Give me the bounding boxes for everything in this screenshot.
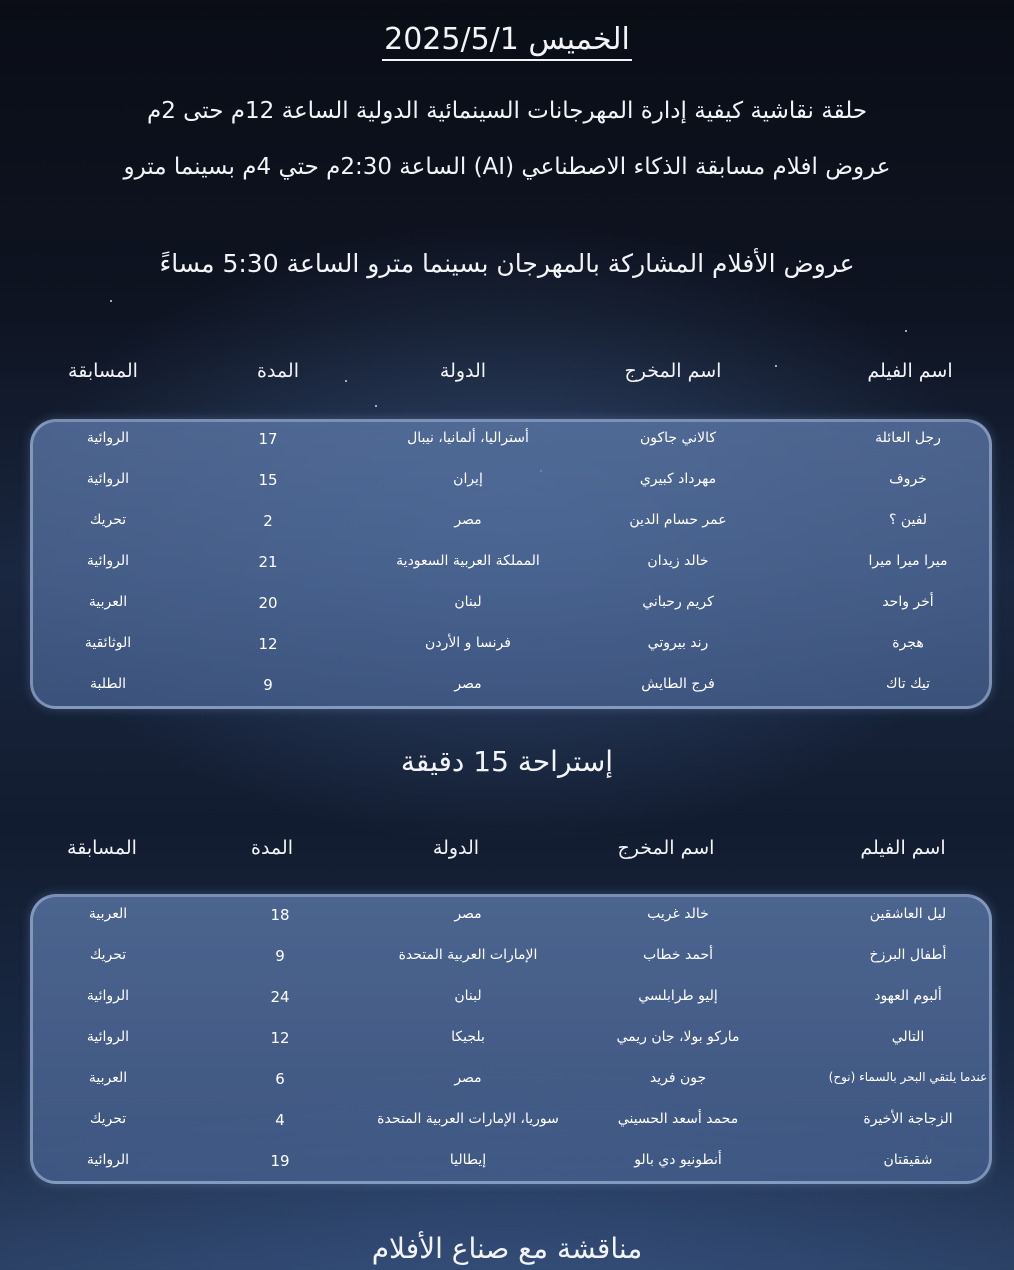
column-header-competition: المسابقة <box>68 360 138 382</box>
discussion-session-line: حلقة نقاشية كيفية إدارة المهرجانات السينمائية الدولية الساعة 12م حتى 2م <box>146 98 868 124</box>
film-competition: تحريك <box>89 512 127 528</box>
table-row <box>33 1152 989 1192</box>
column-header-director: اسم المخرج <box>624 360 722 382</box>
film-director: محمد أسعد الحسيني <box>617 1111 739 1127</box>
film-title: ميرا ميرا ميرا <box>868 553 948 569</box>
film-title: شقيقتان <box>883 1152 933 1168</box>
table-row <box>33 1029 989 1069</box>
film-duration: 21 <box>258 553 278 571</box>
film-duration: 9 <box>275 947 285 965</box>
table-row <box>33 430 989 470</box>
screenings-line: عروض الأفلام المشاركة بالمهرجان بسينما مترو الساعة 5:30 مساءً <box>159 249 855 278</box>
column-header-title: اسم الفيلم <box>867 360 953 382</box>
film-country: مصر <box>454 906 482 922</box>
film-country: أستراليا، ألمانيا، نيبال <box>407 430 529 446</box>
film-director: أحمد خطاب <box>642 947 714 963</box>
star <box>775 365 777 367</box>
ai-competition-line: عروض افلام مسابقة الذكاء الاصطناعي (AI) الساعة 2:30م حتي 4م بسينما مترو <box>123 154 891 180</box>
table-row <box>33 635 989 675</box>
film-duration: 19 <box>270 1152 290 1170</box>
film-director: ماركو بولا، جان ريمي <box>616 1029 740 1045</box>
film-director: عمر حسام الدين <box>629 512 727 528</box>
film-duration: 24 <box>270 988 290 1006</box>
star <box>375 405 377 407</box>
film-competition: الروائية <box>86 471 130 487</box>
film-competition: الروائية <box>86 988 130 1004</box>
film-competition: الروائية <box>86 1152 130 1168</box>
star <box>110 300 112 302</box>
film-title: عندما يلتقي البحر بالسماء (نوح) <box>828 1070 988 1084</box>
film-competition: تحريك <box>89 947 127 963</box>
column-header-country: الدولة <box>432 837 480 859</box>
table-row <box>33 906 989 946</box>
film-competition: العربية <box>88 1070 128 1086</box>
column-header-country: الدولة <box>439 360 487 382</box>
film-duration: 20 <box>258 594 278 612</box>
film-country: مصر <box>454 676 482 692</box>
film-title: خروف <box>889 471 927 487</box>
film-duration: 12 <box>258 635 278 653</box>
film-country: الإمارات العربية المتحدة <box>398 947 538 963</box>
film-competition: الروائية <box>86 1029 130 1045</box>
table-row <box>33 512 989 552</box>
film-country: بلجيكا <box>451 1029 485 1045</box>
filmmakers-discussion: مناقشة مع صناع الأفلام <box>371 1232 643 1265</box>
table-row <box>33 676 989 716</box>
table-row <box>33 1070 989 1110</box>
film-country: مصر <box>454 512 482 528</box>
film-duration: 2 <box>263 512 273 530</box>
film-director: أنطونيو دي بالو <box>634 1152 722 1168</box>
film-competition: الوثائقية <box>84 635 132 651</box>
film-title: ألبوم العهود <box>874 988 942 1004</box>
film-title: أخر واحد <box>882 594 934 610</box>
film-competition: العربية <box>88 594 128 610</box>
table-row <box>33 553 989 593</box>
film-title: رجل العائلة <box>875 430 941 446</box>
film-title: تيك تاك <box>885 676 931 692</box>
table-row <box>33 471 989 511</box>
films-table-2 <box>30 894 992 1184</box>
table-row <box>33 988 989 1028</box>
film-duration: 18 <box>270 906 290 924</box>
film-title: التالي <box>891 1029 925 1045</box>
break-notice: إستراحة 15 دقيقة <box>400 745 614 778</box>
film-country: سوريا، الإمارات العربية المتحدة <box>377 1111 559 1127</box>
film-competition: الروائية <box>86 553 130 569</box>
film-duration: 6 <box>275 1070 285 1088</box>
films-table-1 <box>30 419 992 709</box>
film-title: ليل العاشقين <box>869 906 947 922</box>
film-director: خالد غريب <box>647 906 709 922</box>
film-country: فرنسا و الأردن <box>425 635 511 651</box>
film-director: كريم رحباني <box>642 594 714 610</box>
film-director: كالاني جاكون <box>639 430 717 446</box>
film-title: الزجاجة الأخيرة <box>863 1111 953 1127</box>
film-title: هجرة <box>892 635 924 651</box>
film-director: جون فريد <box>649 1070 707 1086</box>
film-duration: 9 <box>263 676 273 694</box>
film-duration: 17 <box>258 430 278 448</box>
column-header-director: اسم المخرج <box>617 837 715 859</box>
star <box>905 330 907 332</box>
column-header-duration: المدة <box>251 837 293 859</box>
film-competition: تحريك <box>89 1111 127 1127</box>
column-header-competition: المسابقة <box>67 837 137 859</box>
film-duration: 4 <box>275 1111 285 1129</box>
film-duration: 15 <box>258 471 278 489</box>
film-competition: الطلبة <box>89 676 126 692</box>
film-director: فرج الطايش <box>641 676 715 692</box>
film-duration: 12 <box>270 1029 290 1047</box>
film-country: المملكة العربية السعودية <box>396 553 540 569</box>
column-header-title: اسم الفيلم <box>860 837 946 859</box>
table-row <box>33 947 989 987</box>
film-country: إيطاليا <box>449 1152 487 1168</box>
film-country: لبنان <box>454 594 482 610</box>
film-country: إيران <box>453 471 483 487</box>
film-director: خالد زيدان <box>647 553 709 569</box>
table-row <box>33 594 989 634</box>
page-date: الخميس 2025/5/1 <box>0 22 1014 57</box>
film-director: إليو طرابلسي <box>638 988 718 1004</box>
column-header-duration: المدة <box>257 360 299 382</box>
film-country: لبنان <box>454 988 482 1004</box>
film-title: أطفال البرزخ <box>869 947 947 963</box>
film-director: مهرداد كبيري <box>639 471 717 487</box>
film-competition: الروائية <box>86 430 130 446</box>
film-title: لفين ؟ <box>888 512 928 528</box>
film-country: مصر <box>454 1070 482 1086</box>
film-competition: العربية <box>88 906 128 922</box>
table-row <box>33 1111 989 1151</box>
film-director: رند بيروتي <box>647 635 709 651</box>
